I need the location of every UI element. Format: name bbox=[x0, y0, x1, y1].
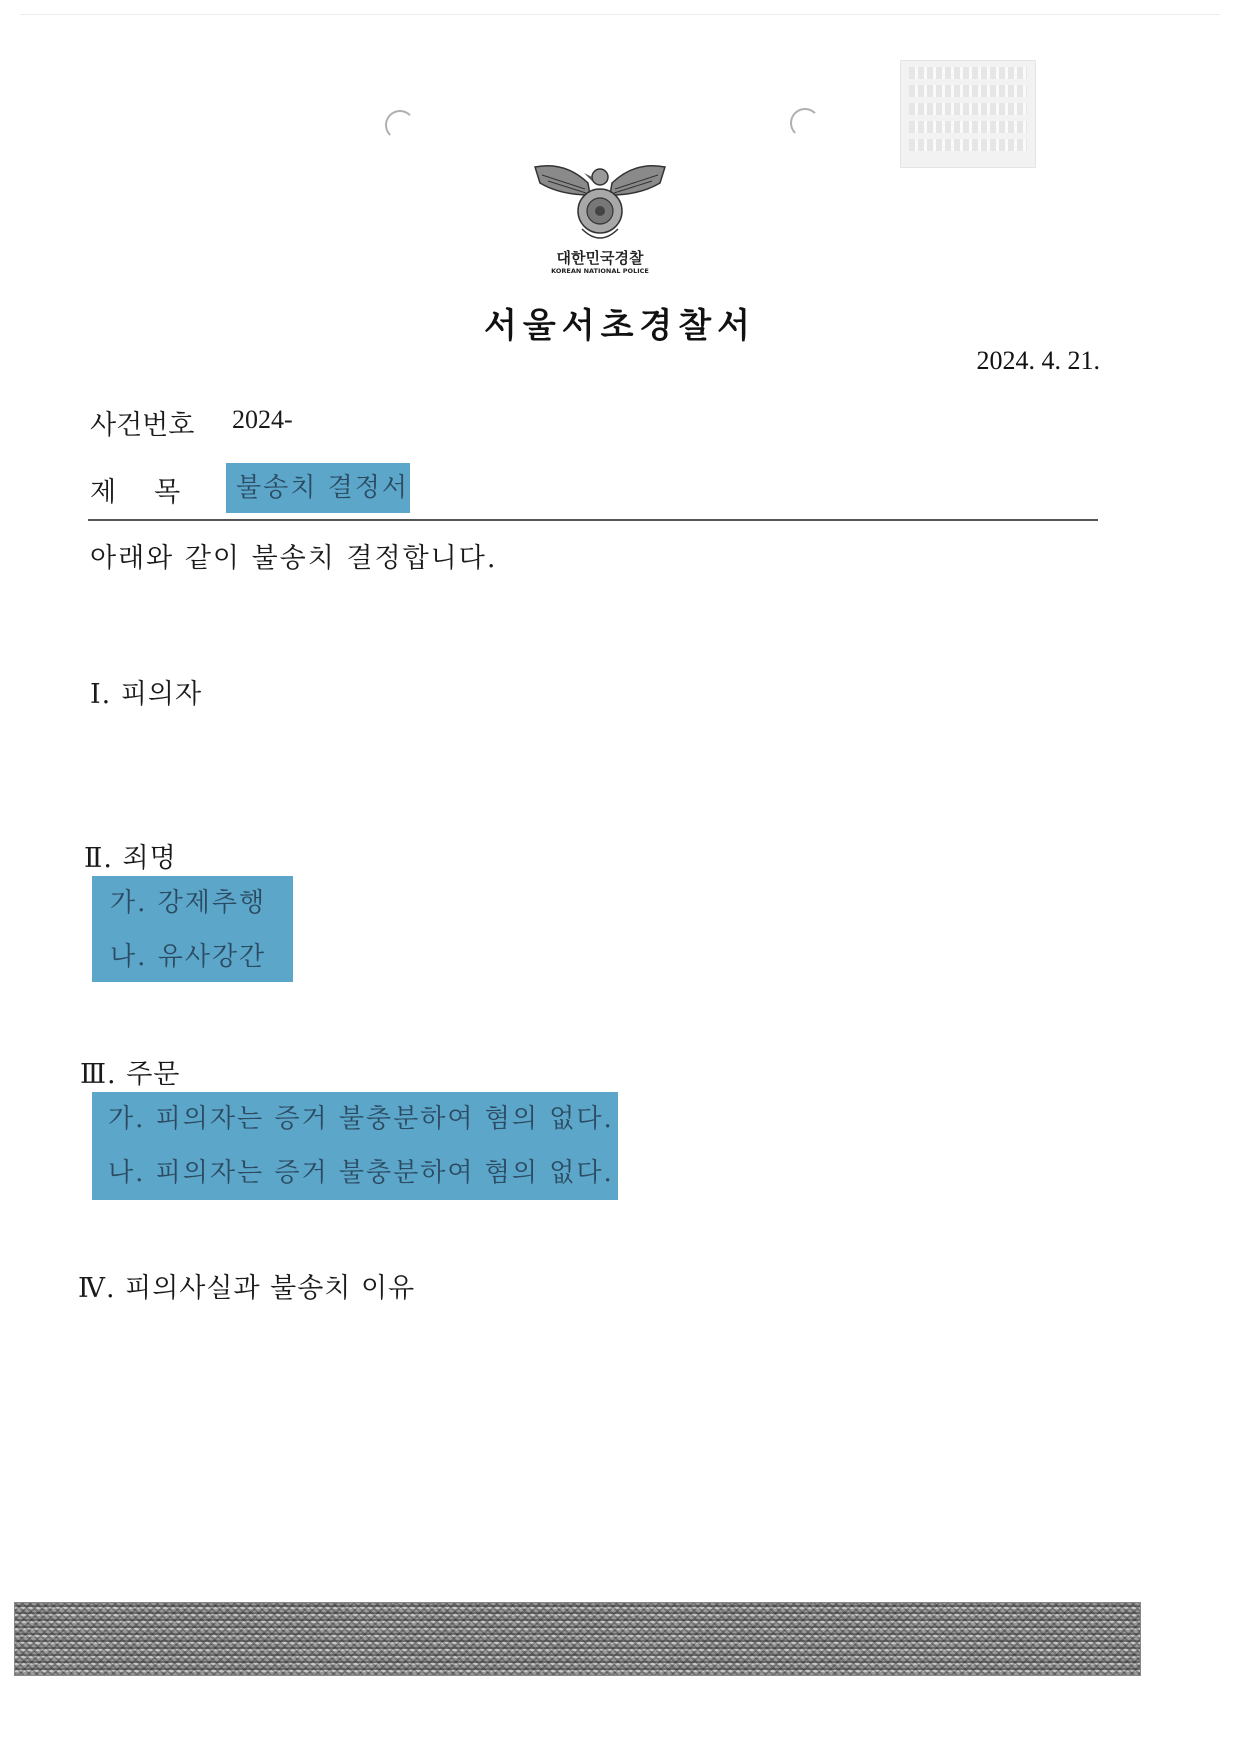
emblem-korean-text: 대한민국경찰 bbox=[556, 249, 644, 267]
subject-label: 제목 bbox=[90, 477, 219, 508]
page-top-edge bbox=[20, 14, 1220, 15]
section-reasons-heading: Ⅳ. 피의사실과 불송치 이유 bbox=[78, 1273, 416, 1304]
intro-sentence: 아래와 같이 불송치 결정합니다. bbox=[90, 543, 498, 574]
emblem-english-text: KOREAN NATIONAL POLICE bbox=[551, 267, 649, 275]
section-charges-heading: Ⅱ. 죄명 bbox=[84, 843, 177, 874]
section-suspect-heading: Ⅰ. 피의자 bbox=[90, 679, 203, 710]
eagle-emblem-icon bbox=[530, 155, 670, 247]
police-emblem bbox=[530, 155, 670, 285]
document-date: 2024. 4. 21. bbox=[976, 346, 1100, 375]
order-item: 나. 피의자는 증거 불충분하여 혐의 없다. bbox=[108, 1158, 614, 1188]
case-number-label: 사건번호 bbox=[90, 410, 195, 441]
header-divider bbox=[88, 519, 1098, 521]
punch-mark bbox=[790, 108, 820, 138]
redacted-footer bbox=[14, 1602, 1141, 1676]
subject-value: 불송치 결정서 bbox=[226, 463, 410, 513]
punch-mark bbox=[385, 110, 415, 140]
redacted-stamp bbox=[900, 60, 1036, 168]
order-list bbox=[92, 1092, 618, 1200]
case-number-value: 2024- bbox=[232, 405, 293, 434]
charges-list bbox=[92, 876, 293, 982]
charge-item: 가. 강제추행 bbox=[110, 888, 267, 918]
section-order-heading: Ⅲ. 주문 bbox=[80, 1059, 181, 1090]
charge-item: 나. 유사강간 bbox=[110, 942, 267, 972]
office-title: 서울서초경찰서 bbox=[484, 306, 756, 346]
order-item: 가. 피의자는 증거 불충분하여 혐의 없다. bbox=[108, 1104, 614, 1134]
